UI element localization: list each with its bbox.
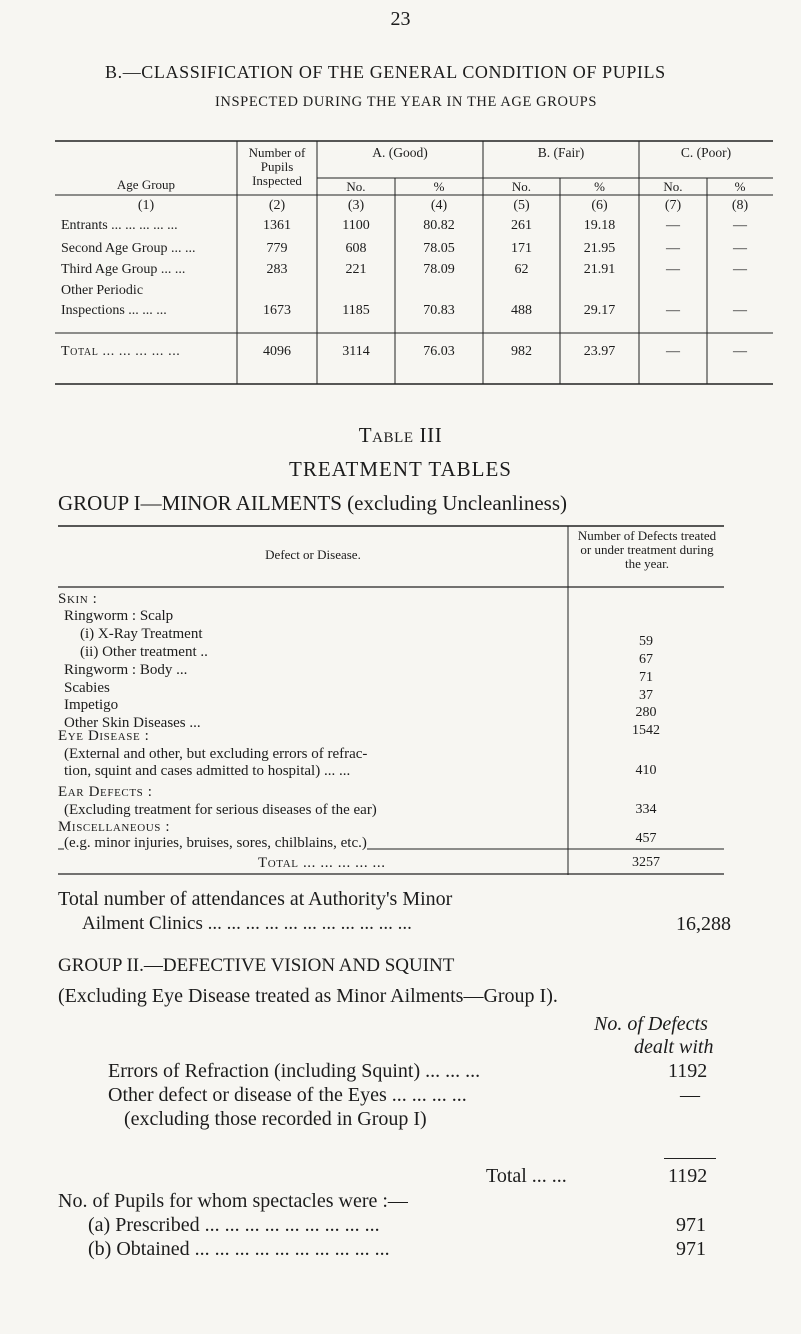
section-b-title: B.—CLASSIFICATION OF THE GENERAL CONDITION OF PUPILS bbox=[105, 62, 666, 82]
obtained-value: 971 bbox=[676, 1238, 706, 1260]
treatment-tables-title: TREATMENT TABLES bbox=[289, 457, 512, 481]
eye-line-2: tion, squint and cases admitted to hospital) ... ... bbox=[64, 763, 351, 779]
header-b-fair: B. (Fair) bbox=[537, 145, 585, 160]
table-iii-title: Table III bbox=[358, 423, 443, 447]
header-age-group: Age Group bbox=[116, 177, 176, 192]
table-cell: 62 bbox=[514, 262, 529, 277]
total-rule bbox=[664, 1158, 716, 1159]
table2-total-value: 3257 bbox=[632, 855, 660, 870]
header-a-no: No. bbox=[346, 179, 366, 194]
spectacles-label: No. of Pupils for whom spectacles were :— bbox=[58, 1190, 408, 1212]
header-defect: Defect or Disease. bbox=[265, 547, 361, 562]
row-label: Third Age Group ... ... bbox=[61, 262, 186, 277]
skin-heading: Skin : bbox=[58, 591, 98, 607]
col-header-1: No. of Defects bbox=[594, 1013, 708, 1035]
column-number: (5) bbox=[513, 198, 530, 213]
total-number: 4096 bbox=[263, 344, 291, 359]
table-cell: — bbox=[666, 218, 680, 233]
skin-item-value: 37 bbox=[639, 688, 653, 703]
table-cell: — bbox=[733, 241, 747, 256]
table-cell: 78.09 bbox=[423, 262, 455, 277]
header-c-pct: % bbox=[734, 179, 746, 194]
attendances-line-1: Total number of attendances at Authority's Minor bbox=[58, 888, 453, 910]
col-header-2: dealt with bbox=[634, 1036, 714, 1058]
table-cell: 779 bbox=[266, 241, 288, 256]
total-c-no: — bbox=[666, 344, 680, 359]
table-cell: 21.91 bbox=[583, 262, 616, 277]
errors-refraction-label: Errors of Refraction (including Squint) ... ... ... bbox=[108, 1060, 481, 1082]
row-label: Other Periodic bbox=[61, 283, 144, 298]
prescribed-label: (a) Prescribed ... ... ... ... ... ... ... ... ... bbox=[88, 1214, 380, 1236]
table-cell: 1673 bbox=[263, 303, 291, 318]
table-cell: 1100 bbox=[342, 218, 370, 233]
skin-item-value: 1542 bbox=[632, 723, 660, 738]
attendances-value: 16,288 bbox=[676, 913, 731, 935]
table-cell: 1185 bbox=[342, 303, 370, 318]
row-label-continued: Inspections ... ... ... bbox=[61, 303, 167, 318]
header-b-pct: % bbox=[594, 179, 605, 194]
misc-heading: Miscellaneous : bbox=[58, 819, 171, 835]
table-cell: 608 bbox=[345, 241, 367, 256]
table-cell: 221 bbox=[345, 262, 367, 277]
row-label: Entrants ... ... ... ... ... bbox=[61, 218, 178, 233]
table-cell: — bbox=[666, 303, 680, 318]
table-cell: — bbox=[666, 241, 680, 256]
misc-value: 457 bbox=[635, 831, 657, 846]
table-cell: 29.17 bbox=[583, 303, 616, 318]
group-ii-total-label: Total ... ... bbox=[486, 1165, 567, 1187]
column-number: (6) bbox=[591, 198, 608, 213]
skin-item-label: (ii) Other treatment .. bbox=[80, 644, 208, 660]
total-b-no: 982 bbox=[511, 344, 532, 359]
header-number-defects: Number of Defects treated or under treatment during the year. bbox=[577, 528, 717, 571]
column-number: (1) bbox=[137, 198, 155, 213]
table-cell: 1361 bbox=[263, 218, 291, 233]
group-ii-total-value: 1192 bbox=[668, 1165, 708, 1187]
section-b-subtitle: INSPECTED DURING THE YEAR IN THE AGE GROUPS bbox=[215, 94, 597, 110]
total-c-pct: — bbox=[733, 344, 747, 359]
table-cell: 78.05 bbox=[423, 241, 455, 256]
table-cell: 261 bbox=[511, 218, 532, 233]
errors-refraction-value: 1192 bbox=[668, 1060, 708, 1082]
header-c-poor: C. (Poor) bbox=[680, 145, 732, 160]
page-number: 23 bbox=[390, 8, 411, 30]
other-defect-label: Other defect or disease of the Eyes ... ... ... ... bbox=[108, 1084, 467, 1106]
column-number: (2) bbox=[268, 198, 286, 213]
skin-item-value: 67 bbox=[639, 652, 653, 667]
table2-total-label: Total ... ... ... ... ... bbox=[258, 855, 386, 871]
table-cell: 70.83 bbox=[423, 303, 455, 318]
skin-item-label: Scabies bbox=[64, 680, 110, 696]
obtained-label: (b) Obtained ... ... ... ... ... ... ... ... ... ... bbox=[88, 1238, 390, 1260]
total-a-pct: 76.03 bbox=[423, 344, 455, 359]
column-number: (8) bbox=[731, 198, 749, 213]
eye-value: 410 bbox=[635, 763, 657, 778]
table-cell: — bbox=[666, 262, 680, 277]
column-number: (7) bbox=[664, 198, 682, 213]
eye-heading: Eye Disease : bbox=[58, 728, 150, 744]
table-cell: 171 bbox=[511, 241, 532, 256]
skin-item-value: 280 bbox=[635, 705, 657, 720]
header-a-good: A. (Good) bbox=[372, 145, 428, 160]
prescribed-value: 971 bbox=[676, 1214, 706, 1236]
skin-item-label: Other Skin Diseases ... bbox=[64, 715, 201, 731]
table-cell: — bbox=[733, 262, 747, 277]
attendances-line-2: Ailment Clinics ... ... ... ... ... ... ... ... ... ... ... bbox=[82, 913, 412, 934]
other-defect-value: — bbox=[680, 1084, 700, 1106]
table-cell: 488 bbox=[511, 303, 532, 318]
header-c-no: No. bbox=[663, 179, 683, 194]
table-cell: 21.95 bbox=[583, 241, 616, 256]
column-number: (3) bbox=[347, 198, 365, 213]
skin-item-label: Impetigo bbox=[64, 697, 119, 713]
skin-item-value: 59 bbox=[639, 634, 653, 649]
table-cell: 283 bbox=[266, 262, 288, 277]
ear-line-1: (Excluding treatment for serious diseases of the ear) bbox=[64, 802, 377, 818]
total-b-pct: 23.97 bbox=[583, 344, 616, 359]
row-label: Second Age Group ... ... bbox=[61, 241, 196, 256]
total-a-no: 3114 bbox=[342, 344, 370, 359]
table-cell: — bbox=[733, 303, 747, 318]
header-b-no: No. bbox=[511, 179, 532, 194]
group-ii-title: GROUP II.—DEFECTIVE VISION AND SQUINT bbox=[58, 955, 455, 976]
other-defect-note: (excluding those recorded in Group I) bbox=[124, 1108, 427, 1130]
ear-value: 334 bbox=[635, 802, 657, 817]
column-number: (4) bbox=[430, 198, 448, 213]
eye-line-1: (External and other, but excluding errors of refrac- bbox=[64, 746, 368, 762]
misc-line-1: (e.g. minor injuries, bruises, sores, chilblains, etc.) bbox=[64, 835, 367, 851]
group-i-title: GROUP I—MINOR AILMENTS (excluding Uncleanliness) bbox=[58, 491, 567, 515]
table-cell: — bbox=[733, 218, 747, 233]
table-cell: 80.82 bbox=[423, 218, 455, 233]
table-cell: 19.18 bbox=[583, 218, 616, 233]
skin-item-label: Ringworm : Body ... bbox=[64, 662, 188, 678]
ringworm-scalp: Ringworm : Scalp bbox=[64, 608, 174, 624]
group-ii-subtitle: (Excluding Eye Disease treated as Minor Ailments—Group I). bbox=[58, 985, 558, 1007]
header-a-pct: % bbox=[433, 179, 445, 194]
ear-heading: Ear Defects : bbox=[58, 784, 153, 800]
total-label: Total ... ... ... ... ... bbox=[61, 344, 181, 359]
skin-item-label: (i) X-Ray Treatment bbox=[80, 626, 203, 642]
header-number-inspected: Number of Pupils Inspected bbox=[248, 145, 306, 188]
skin-item-value: 71 bbox=[639, 670, 653, 685]
